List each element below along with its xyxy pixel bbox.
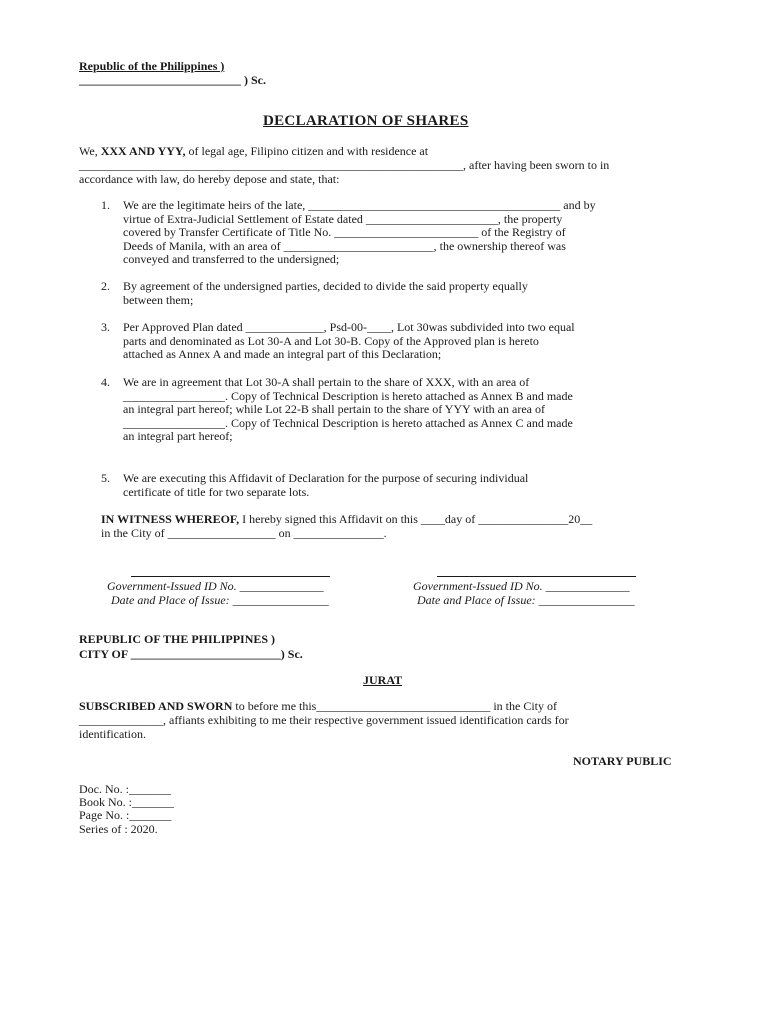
docket-book: Book No. :_______ <box>79 795 175 809</box>
item-number: 5. <box>101 471 110 485</box>
item-4-line: _________________. Copy of Technical Description is hereto attached as Annex B and made <box>123 389 573 403</box>
intro-line-1 <box>79 145 428 159</box>
item-5-line: We are executing this Affidavit of Declaration for the purpose of securing individual <box>123 471 529 485</box>
notary-public: NOTARY PUBLIC <box>573 754 672 768</box>
intro-we: We, <box>79 144 98 158</box>
item-1-line: Deeds of Manila, with an area of _________________________, the ownership thereof was <box>123 239 566 253</box>
intro-line-3: accordance with law, do hereby depose and state, that: <box>79 172 340 186</box>
item-5-line: certificate of title for two separate lots. <box>123 485 310 499</box>
right-id-label: Government-Issued ID No. ______________ <box>413 579 630 593</box>
jurat-republic: REPUBLIC OF THE PHILIPPINES ) <box>79 632 276 646</box>
item-2-line: between them; <box>123 293 194 307</box>
jurat-line-3: identification. <box>79 727 146 741</box>
intro-names: XXX AND YYY, <box>100 144 186 158</box>
item-4-line: an integral part hereof; while Lot 22-B shall pertain to the share of YYY with an area of <box>123 402 545 416</box>
docket-series: Series of : 2020. <box>79 822 158 836</box>
docket-page: Page No. :_______ <box>79 808 172 822</box>
sworn-rest: to before me this_____________________________ in the City of <box>235 699 558 713</box>
header-sc-line: ___________________________ ) Sc. <box>79 73 266 87</box>
docket-doc: Doc. No. :_______ <box>79 782 171 796</box>
header-republic: Republic of the Philippines ) <box>79 59 225 73</box>
item-3-line: parts and denominated as Lot 30-A and Lot 30-B. Copy of the Approved plan is hereto <box>123 334 539 348</box>
item-3-line: attached as Annex A and made an integral part of this Declaration; <box>123 347 442 361</box>
item-1-line: covered by Transfer Certificate of Title No. ________________________ of the Registry of <box>123 225 566 239</box>
jurat-line-2: ______________, affiants exhibiting to me their respective government issued identification cards for <box>79 713 569 727</box>
sworn-lead: SUBSCRIBED AND SWORN <box>79 699 233 713</box>
witness-line-2: in the City of __________________ on _______________. <box>101 526 387 540</box>
left-id-label: Government-Issued ID No. ______________ <box>107 579 324 593</box>
item-2-line: By agreement of the undersigned parties, decided to divide the said property equally <box>123 279 528 293</box>
item-1-line: virtue of Extra-Judicial Settlement of Estate dated ______________________, the property <box>123 212 563 226</box>
item-1-line: conveyed and transferred to the undersigned; <box>123 252 340 266</box>
jurat-line-1 <box>79 700 557 714</box>
intro-line-2: ________________________________________________________________, after having been sworn to in <box>79 158 610 172</box>
item-4-line: We are in agreement that Lot 30-A shall pertain to the share of XXX, with an area of <box>123 375 530 389</box>
right-issue-label: Date and Place of Issue: ________________ <box>417 593 635 607</box>
signature-line-left <box>131 576 330 577</box>
jurat-city: CITY OF _________________________) Sc. <box>79 647 303 661</box>
signature-line-right <box>437 576 636 577</box>
witness-line-1 <box>101 513 592 527</box>
item-3-line: Per Approved Plan dated _____________, Psd-00-____, Lot 30was subdivided into two equal <box>123 320 575 334</box>
witness-lead: IN WITNESS WHEREOF, <box>101 512 240 526</box>
item-number: 1. <box>101 198 110 212</box>
item-number: 2. <box>101 279 110 293</box>
intro-line-1-rest: of legal age, Filipino citizen and with residence at <box>188 144 429 158</box>
item-4-line: _________________. Copy of Technical Description is hereto attached as Annex C and made <box>123 416 573 430</box>
item-4-line: an integral part hereof; <box>123 429 233 443</box>
item-number: 4. <box>101 375 110 389</box>
item-1-line: We are the legitimate heirs of the late, __________________________________________ and by <box>123 198 596 212</box>
item-number: 3. <box>101 320 110 334</box>
jurat-heading: JURAT <box>363 673 403 687</box>
document-title: DECLARATION OF SHARES <box>263 113 469 129</box>
left-issue-label: Date and Place of Issue: ________________ <box>111 593 329 607</box>
witness-line-1-rest: I hereby signed this Affidavit on this ____day of _______________20__ <box>242 512 593 526</box>
